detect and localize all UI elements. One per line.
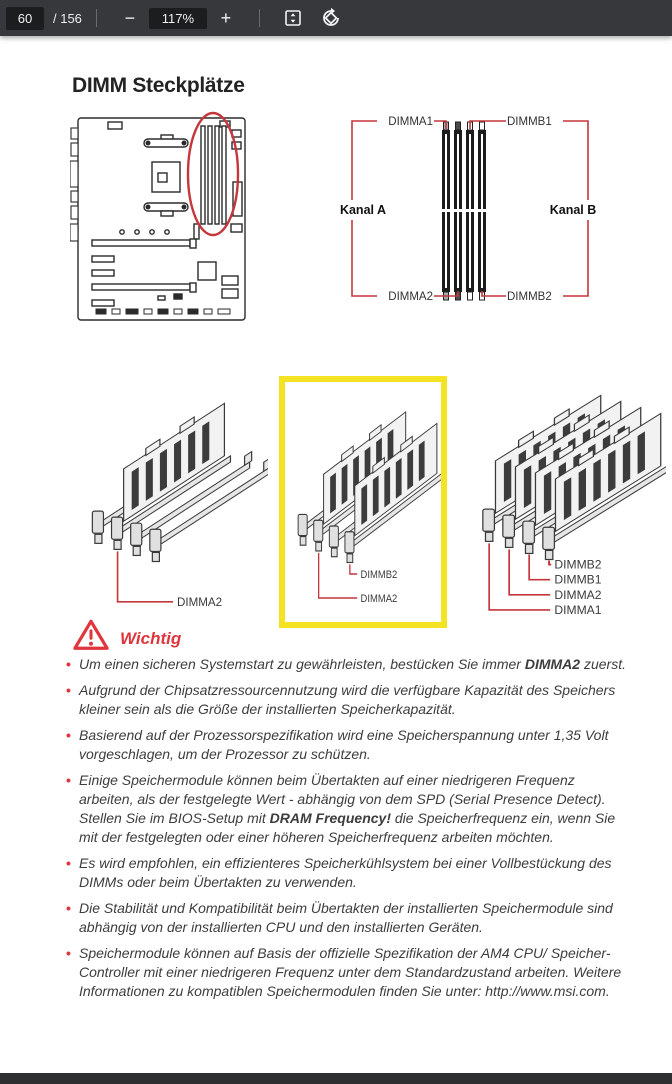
- label-dimma2: DIMMA2: [388, 291, 433, 303]
- channel-diagram: [330, 106, 610, 321]
- warning-bullet: [66, 854, 626, 892]
- pdf-page-content: [0, 36, 672, 1073]
- install-example-1: [76, 372, 268, 624]
- page-total-label: / 156: [53, 10, 82, 26]
- bullet-text: Basierend auf der Prozessorspezifikation wird eine Speicherspannung unter 1,35 Volt vorgeschlagen, um der Prozessor zu schützen.: [79, 727, 609, 763]
- zoom-out-button[interactable]: −: [111, 0, 149, 36]
- motherboard-diagram: [70, 106, 255, 328]
- rotate-button[interactable]: [312, 0, 350, 36]
- bullet-text: Die Stabilität und Kompatibilität beim Übertakten der installierten Speichermodule sind abhängig von der installierten CPU und den installierten Geräten.: [79, 900, 613, 936]
- fit-to-page-button[interactable]: [274, 0, 312, 36]
- install-example-2-highlight: [279, 376, 447, 628]
- warning-bullet: [66, 681, 626, 719]
- page-number-input[interactable]: [6, 7, 44, 30]
- install-example-2: [285, 382, 441, 622]
- warning-bullet: [66, 944, 626, 1001]
- install3-label-dimma1: DIMMA1: [554, 603, 602, 617]
- channel-diagram-slots: [442, 122, 486, 300]
- toolbar-divider: [96, 9, 97, 27]
- warning-bullet: [66, 771, 626, 847]
- bullet-text: Aufgrund der Chipsatzressourcennutzung wird die verfügbare Kapazität des Speichers kleiner sein als die Größe der installierten Speicherkapazität.: [79, 682, 616, 718]
- pdf-toolbar: [0, 0, 672, 36]
- install2-label-dimma2: DIMMA2: [360, 593, 398, 606]
- bullet-dot: •: [66, 656, 71, 672]
- install-example-3: [466, 370, 666, 622]
- label-dimmb1: DIMMB1: [507, 116, 552, 128]
- bullet-text: Es wird empfohlen, ein effizienteres Speicherkühlsystem bei einer Vollbestückung des DIMMs oder beim Übertakten zu verwenden.: [79, 855, 612, 891]
- label-kanal-b: Kanal B: [549, 203, 597, 217]
- warning-triangle-icon: [72, 618, 110, 652]
- warning-title: Wichtig: [120, 629, 182, 648]
- bullet-dot: •: [66, 772, 71, 789]
- page-footer-band: [0, 1073, 672, 1084]
- bullet-dot: •: [66, 900, 71, 917]
- bullet-text: Um einen sicheren Systemstart zu gewährleisten, bestücken Sie immer DIMMA2 zuerst.: [79, 656, 626, 672]
- rotate-icon: [320, 7, 342, 29]
- bullet-text: Speichermodule können auf Basis der offizielle Spezifikation der AM4 CPU/ Speicher-Controller mit einer niedrigeren Frequenz unter dem Standardzustand arbeiten. Weitere Informationen zu kompatiblen Speichermodulen finden Sie unter: http://www.msi.com.: [79, 945, 622, 1000]
- install1-label-dimma2: DIMMA2: [177, 596, 223, 609]
- install3-label-dimmb2: DIMMB2: [554, 557, 602, 572]
- bullet-text: Einige Speichermodule können beim Übertakten auf einer niedrigeren Frequenz arbeiten, als der festgelegte Wert - abhängig von dem SPD (Serial Presence Detect). Stellen Sie im BIOS-Setup mit DRAM Frequency! die Speicherfrequenz ein, wenn Sie mit der festgelegten oder einer höheren Speicherfrequenz arbeiten möchten.: [79, 772, 616, 846]
- label-dimma1: DIMMA1: [388, 116, 433, 128]
- bullet-dot: •: [66, 727, 71, 744]
- fit-to-page-icon: [283, 8, 303, 28]
- warning-bullet: [66, 726, 626, 764]
- warning-bullet: [66, 899, 626, 937]
- bullet-dot: •: [66, 682, 71, 699]
- warning-bullet: [66, 655, 626, 674]
- install3-label-dimma2: DIMMA2: [554, 588, 602, 602]
- install3-label-dimmb1: DIMMB1: [554, 572, 602, 587]
- label-dimmb2: DIMMB2: [507, 291, 552, 303]
- page-title: DIMM Steckplätze: [72, 74, 245, 98]
- label-kanal-a: Kanal A: [339, 203, 387, 217]
- bullet-dot: •: [66, 945, 71, 962]
- warning-bullet-list: [66, 655, 626, 1009]
- install2-label-dimmb2: DIMMB2: [360, 569, 398, 582]
- zoom-in-button[interactable]: +: [207, 0, 245, 36]
- warning-header: [72, 618, 181, 652]
- bullet-dot: •: [66, 855, 71, 872]
- toolbar-divider: [259, 9, 260, 27]
- zoom-level-display: 117%: [149, 8, 207, 29]
